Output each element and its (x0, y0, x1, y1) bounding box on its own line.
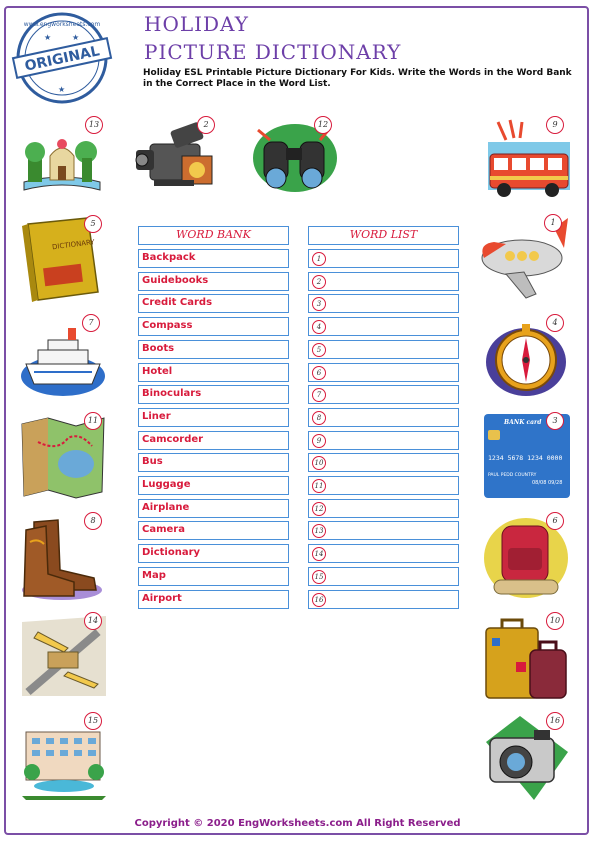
word-bank-item: Airport (138, 590, 289, 609)
word-list-answer-field[interactable] (308, 499, 459, 518)
word-list-answer-field[interactable] (308, 567, 459, 586)
page-title-line2: PICTURE DICTIONARY (144, 40, 402, 64)
word-bank-item: Luggage (138, 476, 289, 495)
word-list-number: 4 (312, 320, 326, 334)
word-list-number: 16 (312, 593, 326, 607)
airport-number-badge: 14 (84, 612, 102, 630)
dictionary-number-badge: 5 (84, 215, 102, 233)
word-list-answer-field[interactable] (308, 590, 459, 609)
camera-number-badge: 16 (546, 712, 564, 730)
word-list-number: 11 (312, 479, 326, 493)
credit-card-expiry: 08/08 09/28 (532, 480, 563, 486)
word-list-number: 2 (312, 275, 326, 289)
word-bank-item: Map (138, 567, 289, 586)
word-list-number: 10 (312, 456, 326, 470)
airplane-number-badge: 1 (544, 214, 562, 232)
word-list-answer-field[interactable] (308, 408, 459, 427)
word-list-answer-field[interactable] (308, 340, 459, 359)
word-bank-item: Compass (138, 317, 289, 336)
word-list-answer-field[interactable] (308, 521, 459, 540)
copyright-text: Copyright © 2020 EngWorksheets.com All Right Reserved (134, 818, 461, 829)
word-bank-item: Guidebooks (138, 272, 289, 291)
word-bank-item: Credit Cards (138, 294, 289, 313)
word-list-answer-field[interactable] (308, 272, 459, 291)
dictionary-spine-text: DICTIONARY (51, 238, 96, 252)
word-bank-item: Hotel (138, 363, 289, 382)
map-number-badge: 11 (84, 412, 102, 430)
word-list-number: 5 (312, 343, 326, 357)
word-list-answer-field[interactable] (308, 544, 459, 563)
word-list-number: 15 (312, 570, 326, 584)
word-list-answer-field[interactable] (308, 249, 459, 268)
word-list-header: WORD LIST (308, 226, 459, 245)
word-list-number: 13 (312, 524, 326, 538)
word-bank-header: WORD BANK (138, 226, 289, 245)
word-bank-item: Airplane (138, 499, 289, 518)
boots-number-badge: 8 (84, 512, 102, 530)
word-bank-item: Bus (138, 453, 289, 472)
word-list-number: 14 (312, 547, 326, 561)
liner-number-badge: 7 (82, 314, 100, 332)
instructions-text: Holiday ESL Printable Picture Dictionary For Kids. Write the Words in the Word Bank in the Correct Place in the Word List. (143, 68, 572, 89)
word-bank-item: Backpack (138, 249, 289, 268)
binoculars-number-badge: 12 (314, 116, 332, 134)
word-bank-item: Camcorder (138, 431, 289, 450)
word-bank-item: Liner (138, 408, 289, 427)
word-list-number: 7 (312, 388, 326, 402)
credit-card-holder: PAUL PEDD COUNTRY (488, 473, 537, 478)
word-list-answer-field[interactable] (308, 431, 459, 450)
stamp-text: ORIGINAL (23, 43, 102, 75)
original-stamp (10, 10, 114, 106)
word-list-answer-field[interactable] (308, 294, 459, 313)
svg-text:★: ★ (44, 33, 52, 42)
word-list-number: 3 (312, 297, 326, 311)
svg-text:★: ★ (72, 33, 80, 42)
word-list-number: 8 (312, 411, 326, 425)
word-bank-item: Binoculars (138, 385, 289, 404)
word-list-number: 1 (312, 252, 326, 266)
page-title-line1: HOLIDAY (144, 12, 249, 36)
hotel-number-badge: 15 (84, 712, 102, 730)
word-list-answer-field[interactable] (308, 385, 459, 404)
credit-card-number-badge: 3 (546, 412, 564, 430)
credit-card-brand: BANK card (504, 419, 542, 426)
word-list-number: 12 (312, 502, 326, 516)
svg-text:★: ★ (58, 85, 66, 94)
stamp-ring-text: www.engworksheets.com (23, 21, 101, 28)
guidebook-number-badge: 13 (85, 116, 103, 134)
backpack-number-badge: 6 (546, 512, 564, 530)
word-list-answer-field[interactable] (308, 363, 459, 382)
luggage-number-badge: 10 (546, 612, 564, 630)
credit-card-number: 1234 5678 1234 0000 (488, 454, 563, 462)
word-bank-item: Camera (138, 521, 289, 540)
word-list-answer-field[interactable] (308, 476, 459, 495)
word-bank-item: Boots (138, 340, 289, 359)
word-list-answer-field[interactable] (308, 453, 459, 472)
word-list-number: 6 (312, 366, 326, 380)
word-list-answer-field[interactable] (308, 317, 459, 336)
word-bank-item: Dictionary (138, 544, 289, 563)
camcorder-number-badge: 2 (197, 116, 215, 134)
bus-number-badge: 9 (546, 116, 564, 134)
word-list-number: 9 (312, 434, 326, 448)
compass-number-badge: 4 (546, 314, 564, 332)
